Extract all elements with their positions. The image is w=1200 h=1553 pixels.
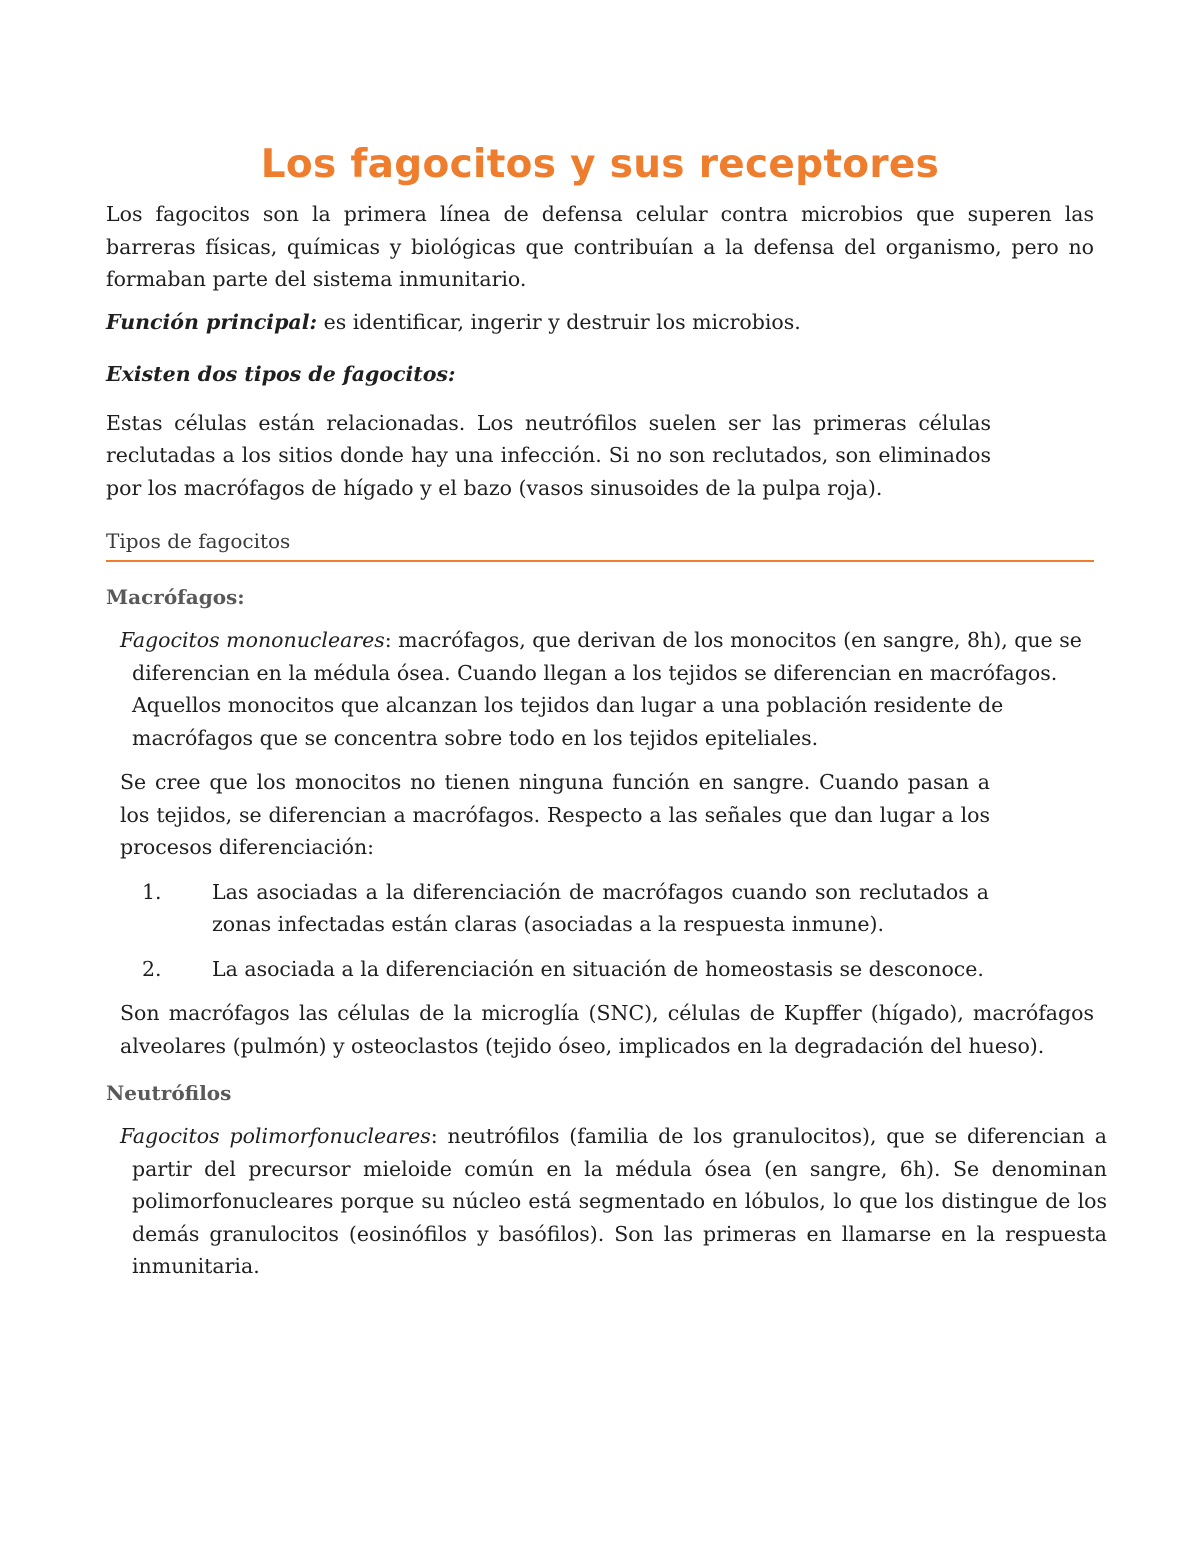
mononuclear-text: : macrófagos, que derivan de los monocitos (en sangre, 8h), que se diferencian en la médula ósea. Cuando llegan a los tejidos se diferencian en macrófagos. Aquellos monocitos que alcanzan los tejidos dan lugar a una población residente de macrófagos que se concentra sobre todo en los tejidos epiteliales.	[132, 628, 1082, 750]
document-title: Los fagocitos y sus receptores	[260, 142, 940, 187]
list-item-text: Las asociadas a la diferenciación de macrófagos cuando son reclutados a zonas infectadas están claras (asociadas a la respuesta inmune).	[212, 879, 989, 936]
main-function-label: Función principal:	[106, 309, 318, 334]
polymorphonuclear-paragraph	[106, 1120, 1107, 1283]
list-item-number: 1.	[142, 879, 162, 904]
phagocyte-types-heading: Existen dos tipos de fagocitos:	[106, 362, 456, 386]
list-item	[106, 953, 1094, 986]
polymorphonuclear-text: : neutrófilos (familia de los granulocitos), que se diferencian a partir del precursor mieloide común en la médula ósea (en sangre, 6h). Se denominan polimorfonucleares porque su núcleo está segmentado en lóbulos, lo que los distingue de los demás granulocitos (eosinófilos y basófilos). Son las primeras en llamarse en la respuesta inmunitaria.	[132, 1124, 1107, 1278]
differentiation-list	[106, 876, 1094, 986]
main-function-paragraph	[106, 306, 1094, 339]
subheading-neutrofilos: Neutrófilos	[106, 1081, 232, 1105]
list-item-text: La asociada a la diferenciación en situación de homeostasis se desconoce.	[212, 956, 984, 981]
list-item	[106, 876, 1094, 941]
mononuclear-paragraph	[106, 624, 1107, 754]
list-item-number: 2.	[142, 956, 162, 981]
intro-paragraph: Los fagocitos son la primera línea de defensa celular contra microbios que superen las barreras físicas, químicas y biológicas que contribuían a la defensa del organismo, pero no formaban parte del sistema inmunitario.	[106, 202, 1094, 291]
polymorphonuclear-label: Fagocitos polimorfonucleares	[120, 1124, 431, 1148]
mononuclear-label: Fagocitos mononucleares	[120, 628, 385, 652]
monocytes-paragraph: Se cree que los monocitos no tienen ninguna función en sangre. Cuando pasan a los tejidos, se diferencian a macrófagos. Respecto a las señales que dan lugar a los procesos diferenciación:	[120, 770, 990, 859]
macrophage-types-paragraph: Son macrófagos las células de la microglía (SNC), células de Kupffer (hígado), macrófagos alveolares (pulmón) y osteoclastos (tejido óseo, implicados en la degradación del hueso).	[120, 1001, 1094, 1058]
main-function-text: es identificar, ingerir y destruir los microbios.	[317, 309, 801, 334]
related-cells-paragraph: Estas células están relacionadas. Los neutrófilos suelen ser las primeras células reclutadas a los sitios donde hay una infección. Si no son reclutados, son eliminados por los macrófagos de hígado y el bazo (vasos sinusoides de la pulpa roja).	[106, 410, 991, 500]
section-heading-tipos: Tipos de fagocitos	[106, 526, 1094, 562]
document-page	[106, 140, 1107, 1283]
subheading-macrofagos: Macrófagos:	[106, 585, 245, 609]
